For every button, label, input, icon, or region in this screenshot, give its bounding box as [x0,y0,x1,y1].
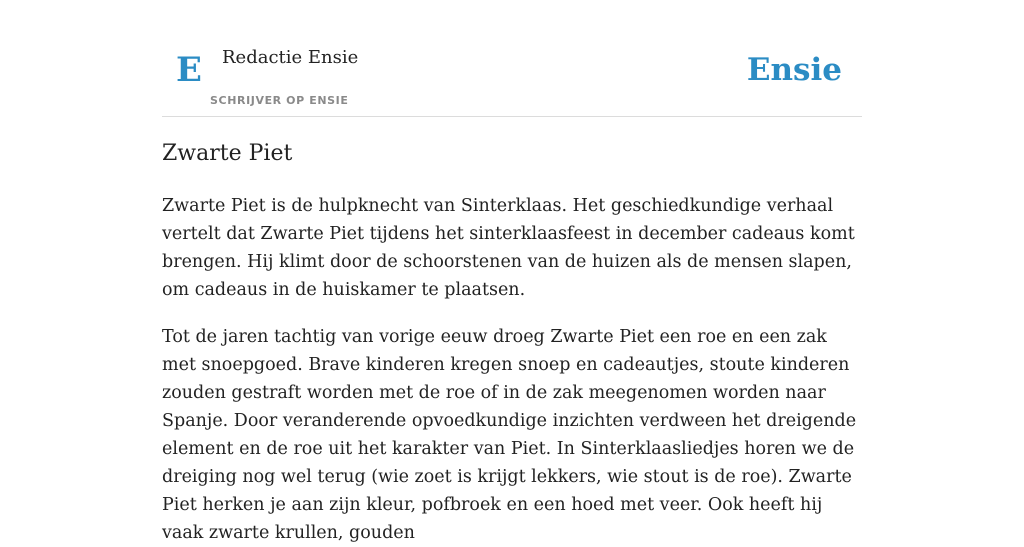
article [162,138,862,547]
article-paragraph: Tot de jaren tachtig van vorige eeuw droeg Zwarte Piet een roe en een zak met snoepgoed. Brave kinderen kregen snoep en cadeautjes, stoute kinderen zouden gestraft worden met de roe of in de zak meegenomen worden naar Spanje. Door veranderende opvoedkundige inzichten verdween het dreigende element en de roe uit het karakter van Piet. In Sinterklaasliedjes horen we de dreiging nog wel terug (wie zoet is krijgt lekkers, wie stout is de roe). Zwarte Piet herken je aan zijn kleur, pofbroek en een hoed met veer. Ook heeft hij vaak zwarte krullen, gouden [162,327,857,543]
author-role: SCHRIJVER OP ENSIE [210,94,349,107]
page-header [162,0,862,117]
brand-logo[interactable]: Ensie [746,52,842,88]
author-name[interactable]: Redactie Ensie [222,47,359,68]
ensie-logo-icon[interactable]: E [176,50,202,90]
page-title: Zwarte Piet [162,141,293,166]
article-paragraph: Zwarte Piet is de hulpknecht van Sinterklaas. Het geschiedkundige verhaal vertelt dat Zwarte Piet tijdens het sinterklaasfeest in december cadeaus komt brengen. Hij klimt door de schoorstenen van de huizen als de mensen slapen, om cadeaus in de huiskamer te plaatsen. [162,196,855,300]
